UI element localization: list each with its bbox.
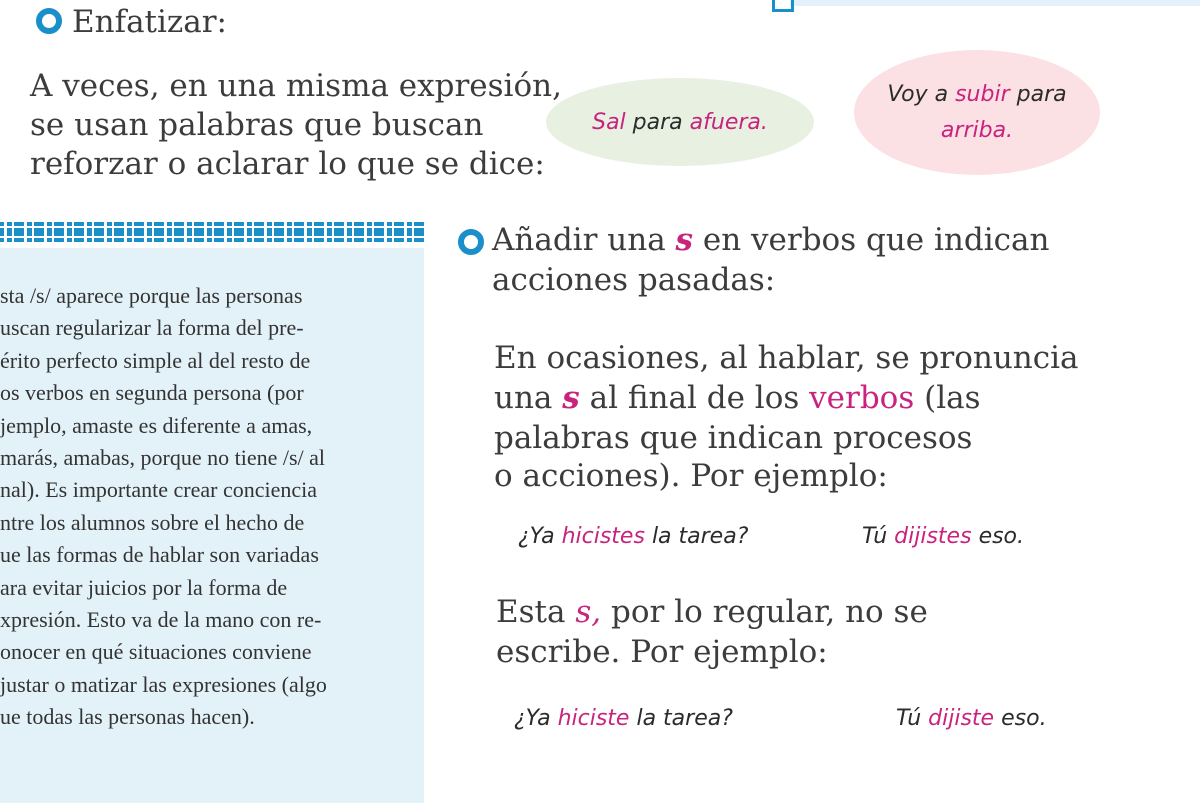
example-sentence: Tú dijiste eso. — [896, 706, 1047, 731]
section-heading-add-s-line2: acciones pasadas: — [492, 262, 776, 298]
example-phrase: Sal para afuera. — [592, 109, 768, 135]
example-bubble-green — [546, 78, 814, 166]
example-phrase: Voy a subir para arriba. — [887, 81, 1067, 143]
teacher-note-text — [0, 280, 392, 733]
note-line: xpresión. Esto va de la mano con re- — [0, 606, 322, 632]
note-line: ara evitar juicios por la forma de — [0, 574, 288, 600]
note-line: os verbos en segunda persona (por — [0, 380, 304, 406]
paragraph-line: Esta s, por lo regular, no se — [496, 594, 928, 630]
note-line: justar o matizar las expresiones (algo — [0, 671, 327, 697]
emphasis-text-line: reforzar o aclarar lo que se dice: — [30, 146, 545, 182]
note-line: ue las formas de hablar son variadas — [0, 542, 319, 568]
top-decor-strip — [790, 0, 1200, 6]
paragraph-line: o acciones). Por ejemplo: — [494, 458, 888, 494]
paragraph-line: En ocasiones, al hablar, se pronuncia — [494, 340, 1079, 376]
paragraph-line: escribe. Por ejemplo: — [496, 634, 828, 670]
paragraph-line: palabras que indican procesos — [494, 420, 973, 456]
example-bubble-pink — [854, 50, 1100, 175]
note-line: ntre los alumnos sobre el hecho de — [0, 509, 305, 535]
note-line: ue todas las personas hacen). — [0, 704, 255, 730]
paragraph-line: una s al final de los verbos (las — [494, 380, 981, 416]
note-line: érito perfecto simple al del resto de — [0, 347, 311, 373]
note-line: uscan regularizar la forma del pre- — [0, 315, 304, 341]
bullet-ring-icon — [458, 229, 484, 255]
bullet-ring-icon — [36, 8, 62, 34]
example-sentence: ¿Ya hiciste la tarea? — [514, 706, 733, 731]
note-line: sta /s/ aparece porque las personas — [0, 283, 303, 308]
greek-fret-border — [0, 222, 424, 242]
note-line: onocer en qué situaciones conviene — [0, 639, 312, 665]
fret-corner-icon — [772, 0, 794, 12]
example-sentence: ¿Ya hicistes la tarea? — [518, 524, 749, 549]
note-line: jemplo, amaste es diferente a amas, — [0, 412, 313, 438]
note-line: marás, amabas, porque no tiene /s/ al — [0, 444, 326, 470]
emphasis-text-line: A veces, en una misma expresión, — [30, 68, 562, 104]
section-heading-enfatizar: Enfatizar: — [72, 4, 227, 40]
section-heading-add-s: Añadir una s en verbos que indican — [492, 222, 1050, 258]
example-sentence: Tú dijistes eso. — [862, 524, 1025, 549]
emphasis-text-line: se usan palabras que buscan — [30, 107, 484, 143]
note-line: nal). Es importante crear conciencia — [0, 477, 318, 503]
